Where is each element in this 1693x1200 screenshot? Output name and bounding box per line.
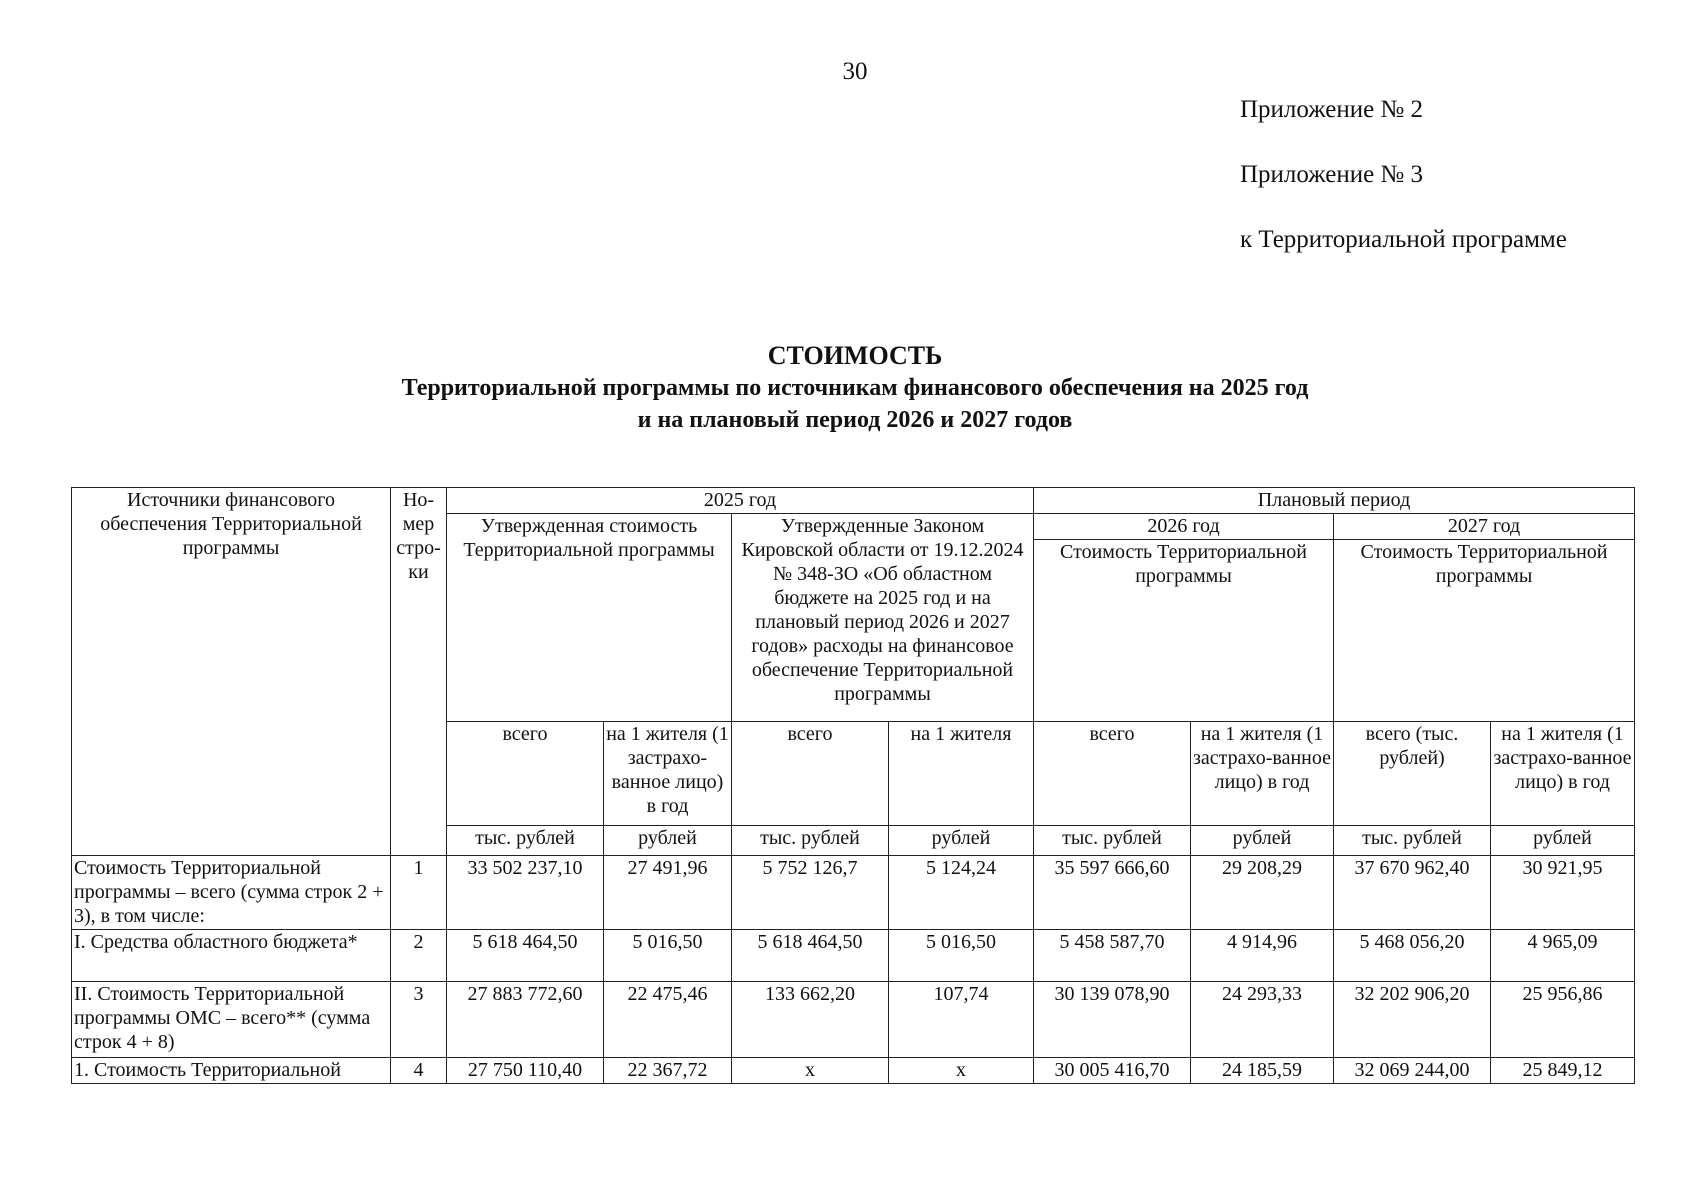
sub-header-8: на 1 жителя (1 застрахо-ванное лицо) в год	[1491, 722, 1635, 826]
row-name: 1. Стоимость Территориальной	[72, 1058, 391, 1084]
title-main: СТОИМОСТЬ	[767, 341, 943, 370]
sub-header-3: всего	[732, 722, 889, 826]
cell-value: 5 124,24	[889, 856, 1034, 930]
header-row-1	[72, 488, 1635, 514]
cell-value: 133 662,20	[732, 982, 889, 1058]
cell-value: 5 618 464,50	[732, 930, 889, 982]
cell-value: 27 491,96	[604, 856, 732, 930]
cell-value: 29 208,29	[1191, 856, 1334, 930]
cell-value: 37 670 962,40	[1334, 856, 1491, 930]
cell-value: 30 139 078,90	[1034, 982, 1191, 1058]
header-year-2027: 2027 год	[1334, 514, 1635, 540]
row-number: 1	[391, 856, 447, 930]
header-approved-cost: Утвержденная стоимость Территориальной программы	[447, 514, 732, 722]
unit-2: рублей	[604, 826, 732, 856]
table-row	[72, 982, 1635, 1058]
cell-value: 107,74	[889, 982, 1034, 1058]
sub-header-5: всего	[1034, 722, 1191, 826]
row-name: II. Стоимость Территориальной программы ОМС – всего** (сумма строк 4 + 8)	[72, 982, 391, 1058]
unit-3: тыс. рублей	[732, 826, 889, 856]
cell-value: 35 597 666,60	[1034, 856, 1191, 930]
header-row-number: Но-мер стро-ки	[391, 488, 447, 856]
appendix-line-2: Приложение № 3	[1240, 161, 1424, 188]
row-number: 3	[391, 982, 447, 1058]
cell-value: 4 914,96	[1191, 930, 1334, 982]
financing-table	[71, 487, 1635, 1084]
row-number: 2	[391, 930, 447, 982]
table-row	[72, 856, 1635, 930]
cell-value: 25 849,12	[1491, 1058, 1635, 1084]
sub-header-1: всего	[447, 722, 604, 826]
header-cost-2026: Стоимость Территориальной программы	[1034, 540, 1334, 722]
header-sources: Источники финансового обеспечения Территориальной программы	[72, 488, 391, 856]
cell-value: 25 956,86	[1491, 982, 1635, 1058]
header-year-2026: 2026 год	[1034, 514, 1334, 540]
cell-value: 22 475,46	[604, 982, 732, 1058]
cell-value: 5 618 464,50	[447, 930, 604, 982]
sub-header-7: всего (тыс. рублей)	[1334, 722, 1491, 826]
cell-value: 5 752 126,7	[732, 856, 889, 930]
cell-value: 30 921,95	[1491, 856, 1635, 930]
cell-value: 30 005 416,70	[1034, 1058, 1191, 1084]
document-title	[0, 340, 1693, 436]
cell-value: 24 293,33	[1191, 982, 1334, 1058]
cell-value: х	[889, 1058, 1034, 1084]
cell-value: 32 069 244,00	[1334, 1058, 1491, 1084]
cell-value: 4 965,09	[1491, 930, 1635, 982]
row-name: Стоимость Территориальной программы – всего (сумма строк 2 + 3), в том числе:	[72, 856, 391, 930]
cell-value: 5 468 056,20	[1334, 930, 1491, 982]
cell-value: 5 458 587,70	[1034, 930, 1191, 982]
cell-value: 32 202 906,20	[1334, 982, 1491, 1058]
sub-header-6: на 1 жителя (1 застрахо-ванное лицо) в год	[1191, 722, 1334, 826]
cell-value: 5 016,50	[889, 930, 1034, 982]
header-cost-2027: Стоимость Территориальной программы	[1334, 540, 1635, 722]
unit-6: рублей	[1191, 826, 1334, 856]
unit-5: тыс. рублей	[1034, 826, 1191, 856]
title-line-3: и на плановый период 2026 и 2027 годов	[637, 407, 1073, 433]
cell-value: 24 185,59	[1191, 1058, 1334, 1084]
unit-4: рублей	[889, 826, 1034, 856]
sub-header-4: на 1 жителя	[889, 722, 1034, 826]
cell-value: 5 016,50	[604, 930, 732, 982]
appendix-line-1: Приложение № 2	[1240, 96, 1424, 123]
appendix-line-3: к Территориальной программе	[1240, 226, 1567, 253]
title-line-2: Территориальной программы по источникам финансового обеспечения на 2025 год	[401, 375, 1309, 401]
cell-value: 27 883 772,60	[447, 982, 604, 1058]
header-year-2025: 2025 год	[447, 488, 1034, 514]
cell-value: 33 502 237,10	[447, 856, 604, 930]
unit-1: тыс. рублей	[447, 826, 604, 856]
header-law: Утвержденные Законом Кировской области от 19.12.2024 № 348-ЗО «Об областном бюджете на 2025 год и на плановый период 2026 и 2027 годов» расходы на финансовое обеспечение Территориальной программы	[732, 514, 1034, 722]
table-row	[72, 930, 1635, 982]
row-name: I. Средства областного бюджета*	[72, 930, 391, 982]
unit-8: рублей	[1491, 826, 1635, 856]
cell-value: х	[732, 1058, 889, 1084]
cell-value: 22 367,72	[604, 1058, 732, 1084]
cell-value: 27 750 110,40	[447, 1058, 604, 1084]
sub-header-2: на 1 жителя (1 застрахо-ванное лицо) в год	[604, 722, 732, 826]
page-number: 30	[842, 58, 868, 85]
table-row	[72, 1058, 1635, 1084]
unit-7: тыс. рублей	[1334, 826, 1491, 856]
header-planned-period: Плановый период	[1034, 488, 1635, 514]
row-number: 4	[391, 1058, 447, 1084]
